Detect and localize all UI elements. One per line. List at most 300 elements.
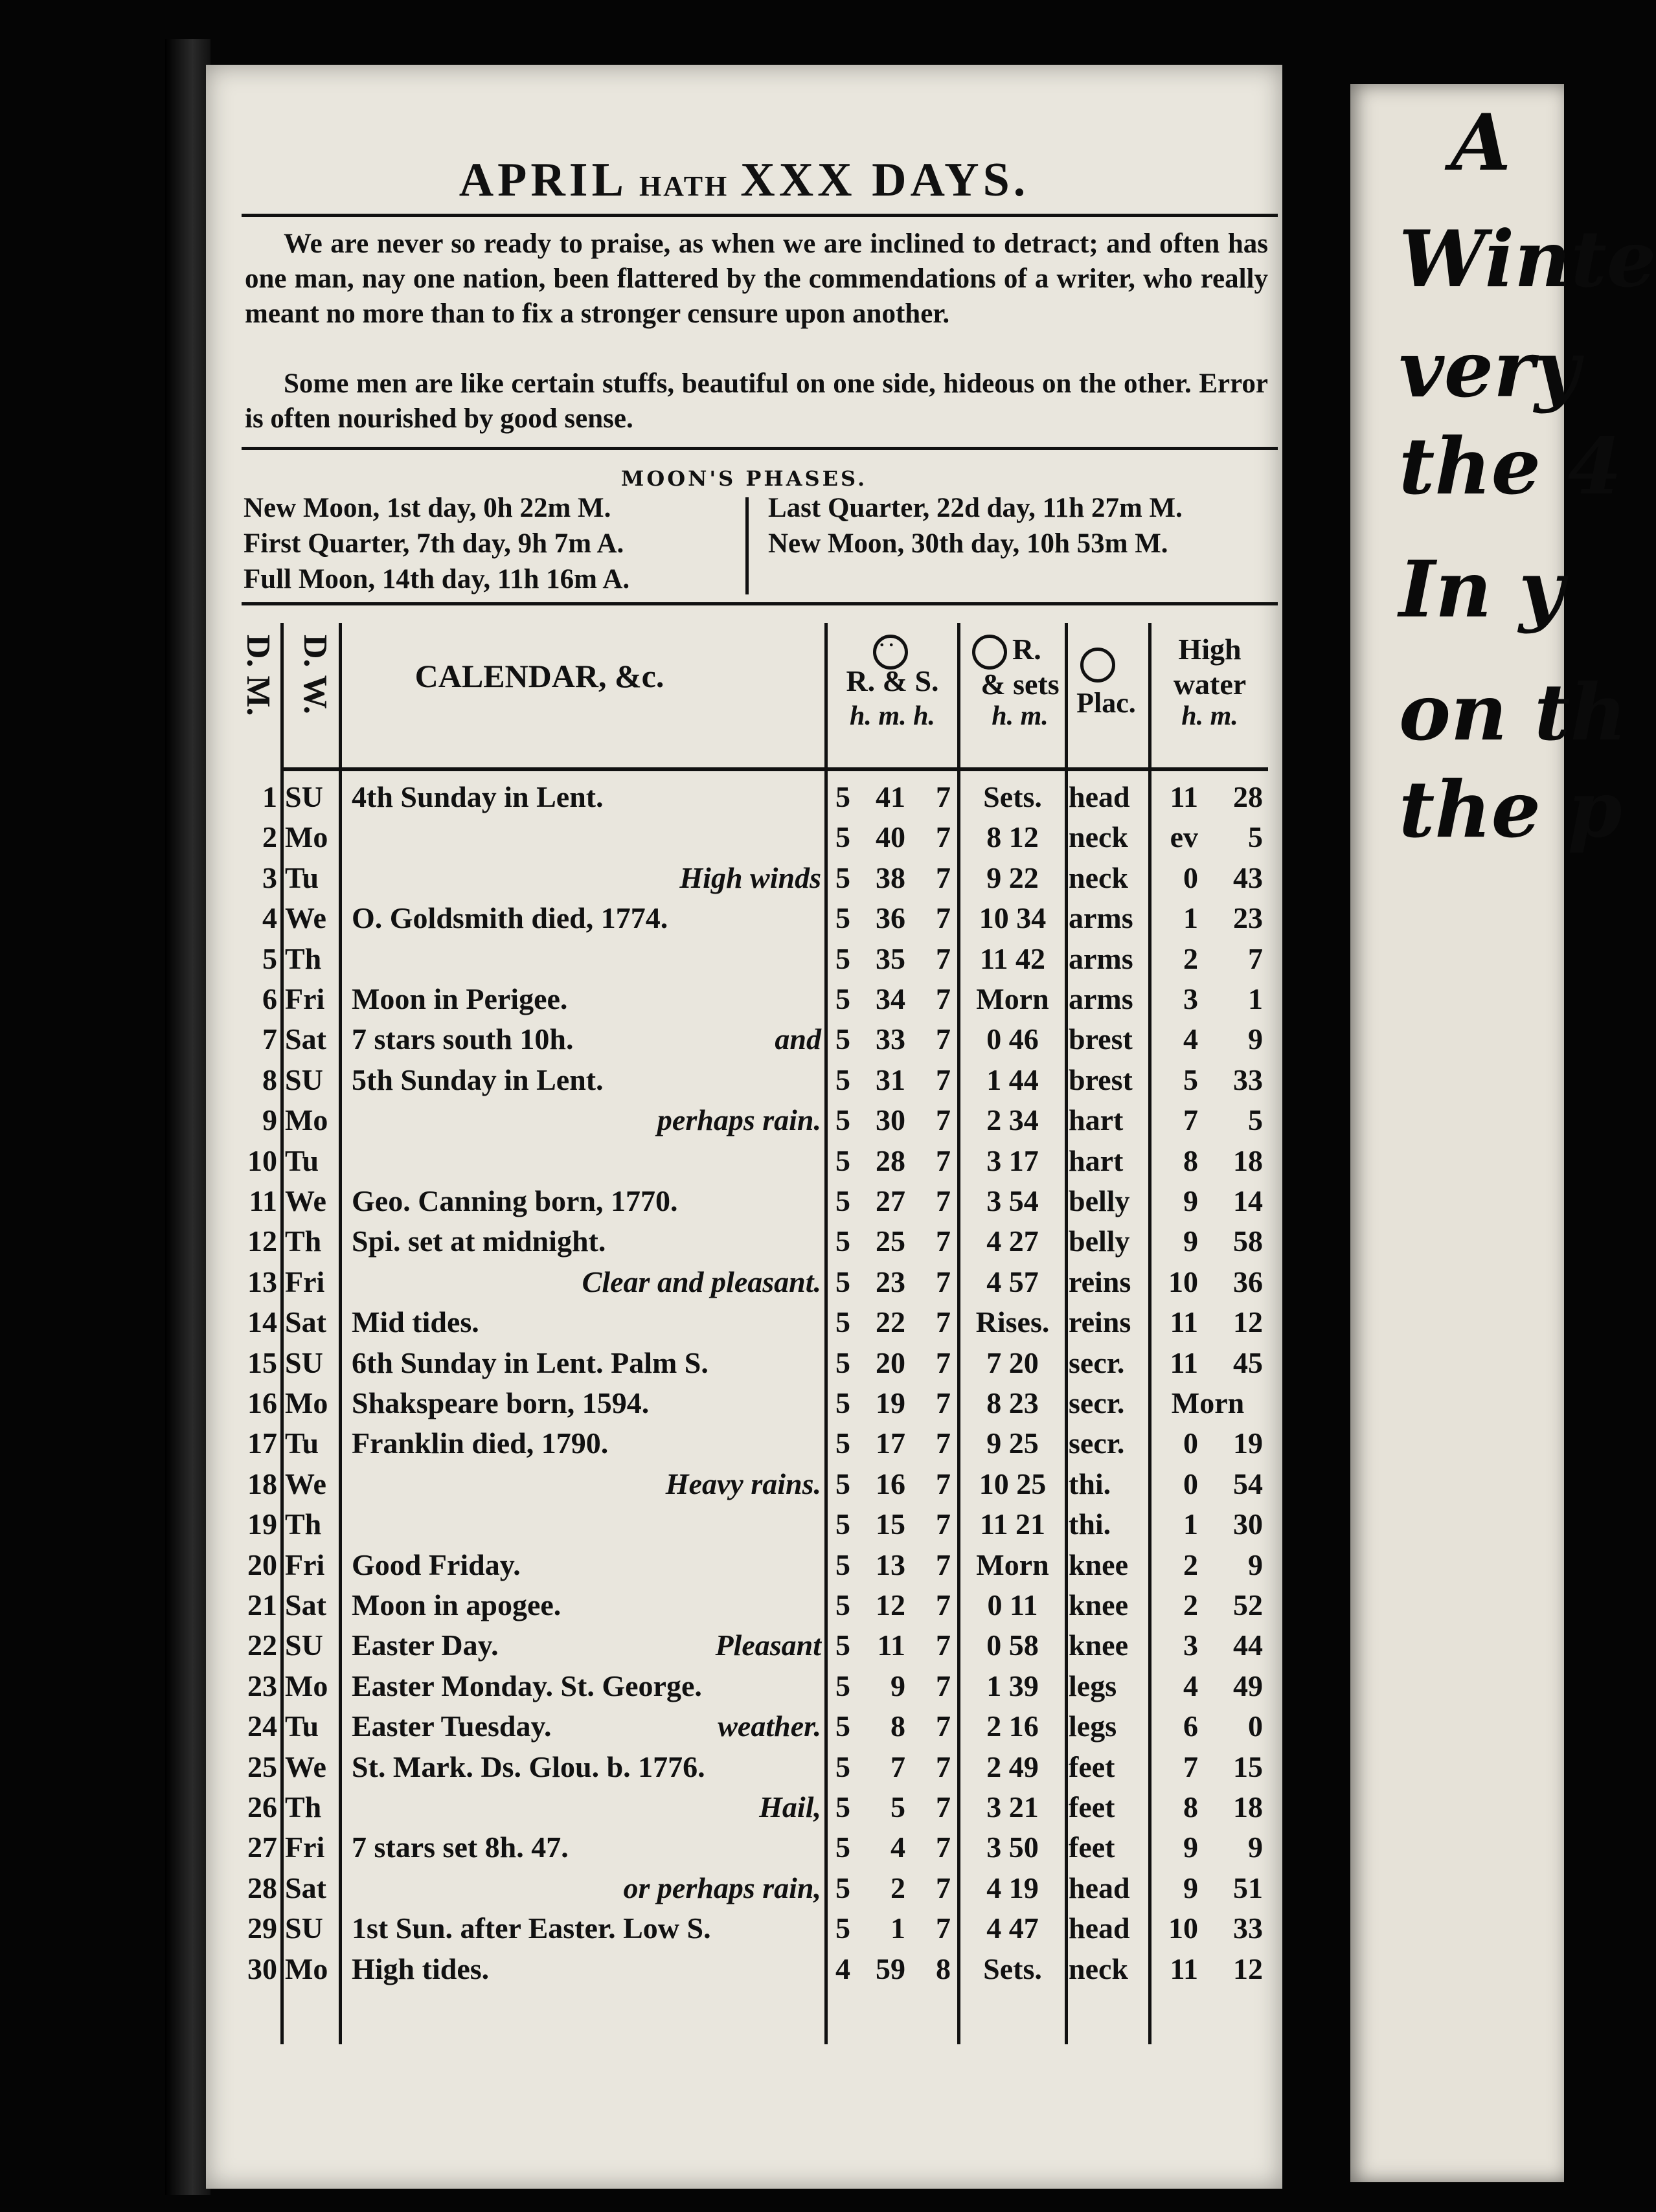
high-water-m: 14	[1233, 1184, 1263, 1217]
sun-rise-m: 36	[876, 901, 905, 935]
sun-rise-m: 13	[876, 1548, 905, 1581]
header-rule	[280, 767, 1268, 771]
sun-set-h: 7	[936, 1022, 951, 1056]
high-water-h: 11	[1170, 1346, 1198, 1379]
weather-note: High winds	[679, 861, 821, 894]
high-water-m: 19	[1233, 1427, 1263, 1460]
day-of-week: Tu	[285, 1144, 319, 1177]
day-of-week: SU	[285, 780, 323, 813]
handwriting-line: the 4	[1399, 421, 1622, 512]
header-moon-units: h. m.	[992, 701, 1049, 731]
weather-note: Clear and pleasant.	[582, 1265, 821, 1298]
moon-rise-set: 2 49	[986, 1750, 1039, 1783]
day-of-month: 1	[262, 780, 277, 813]
sun-set-h: 7	[936, 1184, 951, 1217]
moon-place: neck	[1069, 1952, 1128, 1985]
moon-place: knee	[1069, 1588, 1128, 1621]
high-water-h: 1	[1183, 901, 1198, 935]
title-month: APRIL	[459, 153, 628, 207]
moon-rise-set: 11 21	[980, 1507, 1045, 1541]
high-water-h: 2	[1183, 1588, 1198, 1621]
sun-rise-m: 33	[876, 1022, 905, 1056]
section-rule	[242, 447, 1278, 450]
sun-rise-h: 5	[835, 982, 850, 1015]
moon-rise-set: 9 25	[986, 1427, 1039, 1460]
handwriting-line: very	[1399, 324, 1580, 415]
day-of-month: 12	[247, 1224, 277, 1258]
sun-rise-m: 4	[890, 1831, 905, 1864]
sun-set-h: 7	[936, 1427, 951, 1460]
moon-rise-set: Morn	[976, 1548, 1049, 1581]
calendar-note: Easter Day.	[352, 1629, 499, 1662]
high-water-h: Morn	[1171, 1386, 1245, 1419]
moon-phases-heading: MOON'S PHASES.	[620, 466, 868, 491]
sun-set-h: 7	[936, 1386, 951, 1419]
moon-place: legs	[1069, 1710, 1117, 1743]
sun-set-h: 7	[936, 1831, 951, 1864]
sun-rise-h: 5	[835, 1144, 850, 1177]
high-water-h: 8	[1183, 1790, 1198, 1823]
high-water-h: 5	[1183, 1063, 1198, 1096]
moon-rise-set: 3 21	[986, 1790, 1039, 1823]
day-of-month: 5	[262, 942, 277, 975]
sun-rise-h: 5	[835, 1184, 850, 1217]
header-plac: Plac.	[1076, 687, 1136, 719]
day-of-week: Mo	[285, 1669, 328, 1702]
high-water-m: 12	[1233, 1952, 1263, 1985]
sun-rise-h: 5	[835, 1750, 850, 1783]
sun-set-h: 7	[936, 1710, 951, 1743]
moon-rise-set: 1 44	[986, 1063, 1039, 1096]
high-water-h: 8	[1183, 1144, 1198, 1177]
moon-place: feet	[1069, 1831, 1115, 1864]
moon-rise-set: 0 46	[986, 1022, 1039, 1056]
header-sun-rs: R. & S.	[846, 664, 939, 697]
high-water-m: 28	[1233, 780, 1263, 813]
handwriting-line: In y	[1399, 544, 1564, 635]
sun-set-h: 7	[936, 1346, 951, 1379]
header-moon-r: R.	[1012, 633, 1041, 666]
moon-place: legs	[1069, 1669, 1117, 1702]
weather-note: perhaps rain.	[657, 1103, 821, 1137]
high-water-m: 18	[1233, 1144, 1263, 1177]
day-of-week: SU	[285, 1063, 323, 1096]
sun-set-h: 7	[936, 1629, 951, 1662]
col-rule-dm	[280, 623, 284, 2044]
calendar-note: High tides.	[352, 1952, 490, 1985]
high-water-m: 5	[1248, 820, 1263, 854]
handwriting-line: Winte	[1399, 214, 1656, 305]
sun-rise-m: 17	[876, 1427, 905, 1460]
sun-rise-h: 5	[835, 861, 850, 894]
day-of-week: Fri	[285, 982, 325, 1015]
sun-set-h: 7	[936, 1750, 951, 1783]
moon-rise-set: 0 11	[987, 1588, 1038, 1621]
sun-rise-h: 5	[835, 1710, 850, 1743]
sun-set-h: 7	[936, 1912, 951, 1945]
sun-rise-m: 7	[890, 1750, 905, 1783]
day-of-week: Sat	[285, 1305, 326, 1339]
day-of-month: 28	[247, 1871, 277, 1904]
day-of-week: Fri	[285, 1831, 325, 1864]
moon-place: secr.	[1069, 1427, 1125, 1460]
high-water-h: 9	[1183, 1871, 1198, 1904]
page-title	[206, 153, 1282, 208]
sun-set-h: 7	[936, 861, 951, 894]
sun-set-h: 7	[936, 1103, 951, 1137]
sun-rise-m: 31	[876, 1063, 905, 1096]
day-of-month: 17	[247, 1427, 277, 1460]
sun-rise-h: 5	[835, 1831, 850, 1864]
high-water-h: 2	[1183, 942, 1198, 975]
sun-rise-m: 16	[876, 1467, 905, 1500]
moon-rise-set: 10 34	[979, 901, 1047, 935]
sun-rise-m: 12	[876, 1588, 905, 1621]
day-of-week: We	[285, 1184, 326, 1217]
day-of-week: Sat	[285, 1588, 326, 1621]
day-of-week: Th	[285, 1224, 322, 1258]
moon-place: neck	[1069, 861, 1128, 894]
day-of-week: SU	[285, 1346, 323, 1379]
title-rule	[242, 214, 1278, 217]
high-water-h: 4	[1183, 1669, 1198, 1702]
sun-rise-h: 5	[835, 1871, 850, 1904]
day-of-week: Mo	[285, 1386, 328, 1419]
header-day-month: D. M.	[240, 635, 277, 716]
moon-rise-set: Sets.	[983, 1952, 1042, 1985]
calendar-note: Geo. Canning born, 1770.	[352, 1184, 678, 1217]
day-of-month: 27	[247, 1831, 277, 1864]
sun-set-h: 7	[936, 1871, 951, 1904]
high-water-h: 9	[1183, 1224, 1198, 1258]
high-water-m: 1	[1248, 982, 1263, 1015]
moon-place: secr.	[1069, 1346, 1125, 1379]
moon-place: hart	[1069, 1144, 1124, 1177]
sun-rise-m: 11	[877, 1629, 905, 1662]
weather-note: Heavy rains.	[665, 1467, 821, 1500]
moon-rise-set: 0 58	[986, 1629, 1039, 1662]
header-hw-units: h. m.	[1181, 701, 1238, 731]
sun-rise-h: 5	[835, 1305, 850, 1339]
day-of-month: 6	[262, 982, 277, 1015]
calendar-note: 6th Sunday in Lent. Palm S.	[352, 1346, 709, 1379]
day-of-week: SU	[285, 1629, 323, 1662]
sun-rise-h: 5	[835, 1265, 850, 1298]
high-water-h: 9	[1183, 1831, 1198, 1864]
calendar-note: Franklin died, 1790.	[352, 1427, 609, 1460]
sun-rise-h: 5	[835, 1669, 850, 1702]
sun-set-h: 7	[936, 982, 951, 1015]
high-water-h: 10	[1168, 1265, 1198, 1298]
high-water-m: 9	[1248, 1548, 1263, 1581]
sun-rise-m: 5	[890, 1790, 905, 1823]
calendar-note: Moon in Perigee.	[352, 982, 568, 1015]
sun-set-h: 7	[936, 1669, 951, 1702]
high-water-m: 51	[1233, 1871, 1263, 1904]
sun-set-h: 7	[936, 901, 951, 935]
col-rule-cal	[824, 623, 828, 2044]
header-high: High	[1178, 633, 1242, 666]
day-of-week: Sat	[285, 1871, 326, 1904]
sun-rise-m: 15	[876, 1507, 905, 1541]
high-water-m: 58	[1233, 1224, 1263, 1258]
moon-place: knee	[1069, 1629, 1128, 1662]
day-of-month: 2	[262, 820, 277, 854]
moon-place: brest	[1069, 1022, 1133, 1056]
phase-left-2: First Quarter, 7th day, 9h 7m A.	[244, 528, 624, 559]
sun-rise-h: 5	[835, 942, 850, 975]
day-of-week: Mo	[285, 1952, 328, 1985]
moon-rise-set: 7 20	[986, 1346, 1039, 1379]
sun-rise-m: 28	[876, 1144, 905, 1177]
sun-rise-h: 5	[835, 1629, 850, 1662]
high-water-h: 0	[1183, 861, 1198, 894]
calendar-note: 1st Sun. after Easter. Low S.	[352, 1912, 711, 1945]
day-of-week: Mo	[285, 820, 328, 854]
almanac-page	[206, 65, 1282, 2189]
day-of-week: Tu	[285, 1427, 319, 1460]
day-of-month: 3	[262, 861, 277, 894]
day-of-month: 21	[247, 1588, 277, 1621]
day-of-week: Fri	[285, 1265, 325, 1298]
sun-rise-h: 5	[835, 1548, 850, 1581]
day-of-week: Th	[285, 1507, 322, 1541]
day-of-month: 13	[247, 1265, 277, 1298]
day-of-month: 7	[262, 1022, 277, 1056]
high-water-m: 33	[1233, 1912, 1263, 1945]
sun-rise-h: 5	[835, 1588, 850, 1621]
high-water-m: 33	[1233, 1063, 1263, 1096]
day-of-week: Tu	[285, 1710, 319, 1743]
high-water-h: 0	[1183, 1427, 1198, 1460]
sun-set-h: 7	[936, 1265, 951, 1298]
sun-rise-m: 25	[876, 1224, 905, 1258]
high-water-m: 12	[1233, 1305, 1263, 1339]
moon-place: feet	[1069, 1790, 1115, 1823]
day-of-month: 20	[247, 1548, 277, 1581]
day-of-month: 30	[247, 1952, 277, 1985]
moon-place: secr.	[1069, 1386, 1125, 1419]
high-water-h: 7	[1183, 1103, 1198, 1137]
handwriting-line: the p	[1399, 764, 1622, 855]
header-water: water	[1173, 668, 1247, 701]
sun-rise-m: 35	[876, 942, 905, 975]
sun-rise-h: 5	[835, 1063, 850, 1096]
day-of-week: Fri	[285, 1548, 325, 1581]
day-of-week: We	[285, 1750, 326, 1783]
weather-note: Pleasant	[715, 1629, 821, 1662]
sun-rise-m: 9	[890, 1669, 905, 1702]
paragraph-1: We are never so ready to praise, as when we are inclined to detract; and often has one man, nay one nation, been flattered by the commendations of a writer, who really meant no more than to fix a stronger censure upon another.	[245, 229, 1268, 329]
sun-rise-h: 4	[835, 1952, 850, 1985]
sun-set-h: 7	[936, 942, 951, 975]
paragraph-2: Some men are like certain stuffs, beautiful on one side, hideous on the other. Error is often nourished by good sense.	[245, 368, 1268, 434]
moon-place: feet	[1069, 1750, 1115, 1783]
handwriting-line: A	[1451, 97, 1512, 188]
day-of-month: 24	[247, 1710, 277, 1743]
high-water-h: 1	[1183, 1507, 1198, 1541]
phases-rule	[242, 602, 1278, 605]
moon-place: reins	[1069, 1265, 1131, 1298]
day-of-month: 10	[247, 1144, 277, 1177]
moon-rise-set: 3 17	[986, 1144, 1039, 1177]
weather-note: and	[775, 1022, 821, 1056]
moon-rise-set: 2 16	[986, 1710, 1039, 1743]
sun-set-h: 7	[936, 1144, 951, 1177]
title-hath: HATH	[639, 170, 729, 202]
sun-set-h: 7	[936, 1224, 951, 1258]
day-of-month: 18	[247, 1467, 277, 1500]
sun-rise-h: 5	[835, 1427, 850, 1460]
moon-place: arms	[1069, 942, 1133, 975]
sun-rise-m: 34	[876, 982, 905, 1015]
sun-set-h: 7	[936, 820, 951, 854]
high-water-m: 44	[1233, 1629, 1263, 1662]
high-water-h: 4	[1183, 1022, 1198, 1056]
moon-rise-set: 4 27	[986, 1224, 1039, 1258]
sun-rise-m: 40	[876, 820, 905, 854]
calendar-note: 7 stars south 10h.	[352, 1022, 574, 1056]
header-calendar: CALENDAR, &c.	[414, 658, 664, 694]
moon-place: belly	[1069, 1184, 1130, 1217]
day-of-month: 8	[262, 1063, 277, 1096]
title-days: XXX DAYS.	[740, 153, 1030, 207]
day-of-month: 26	[247, 1790, 277, 1823]
sun-rise-m: 59	[876, 1952, 905, 1985]
high-water-m: 45	[1233, 1346, 1263, 1379]
high-water-m: 7	[1248, 942, 1263, 975]
day-of-month: 23	[247, 1669, 277, 1702]
moon-rise-set: Morn	[976, 982, 1049, 1015]
sun-rise-m: 19	[876, 1386, 905, 1419]
sun-rise-m: 23	[876, 1265, 905, 1298]
moon-place: neck	[1069, 820, 1128, 854]
day-of-month: 25	[247, 1750, 277, 1783]
moon-place: brest	[1069, 1063, 1133, 1096]
calendar-note: Mid tides.	[352, 1305, 479, 1339]
day-of-month: 19	[247, 1507, 277, 1541]
high-water-h: 10	[1168, 1912, 1198, 1945]
moon-rise-set: 11 42	[980, 942, 1045, 975]
day-of-month: 15	[247, 1346, 277, 1379]
moon-place: arms	[1069, 982, 1133, 1015]
high-water-h: 3	[1183, 982, 1198, 1015]
phase-right-2: New Moon, 30th day, 10h 53m M.	[768, 528, 1168, 559]
moon-place: head	[1069, 780, 1130, 813]
moon-place: knee	[1069, 1548, 1128, 1581]
day-of-week: We	[285, 901, 326, 935]
high-water-m: 49	[1233, 1669, 1263, 1702]
sun-set-h: 7	[936, 1305, 951, 1339]
sun-rise-h: 5	[835, 901, 850, 935]
calendar-note: O. Goldsmith died, 1774.	[352, 901, 668, 935]
moon-rise-set: Rises.	[975, 1305, 1050, 1339]
moon-rise-set: 4 57	[986, 1265, 1039, 1298]
weather-note: Hail,	[759, 1790, 821, 1823]
high-water-m: 54	[1233, 1467, 1263, 1500]
high-water-m: 43	[1233, 861, 1263, 894]
sun-rise-m: 2	[890, 1871, 905, 1904]
high-water-h: 6	[1183, 1710, 1198, 1743]
day-of-week: Sat	[285, 1022, 326, 1056]
high-water-m: 9	[1248, 1022, 1263, 1056]
sun-set-h: 7	[936, 1790, 951, 1823]
high-water-h: 9	[1183, 1184, 1198, 1217]
header-moon-sets: & sets	[981, 668, 1060, 701]
day-of-month: 14	[247, 1305, 277, 1339]
day-of-week: Tu	[285, 861, 319, 894]
day-of-month: 16	[247, 1386, 277, 1419]
moon-rise-set: 10 25	[979, 1467, 1047, 1500]
sun-rise-m: 1	[890, 1912, 905, 1945]
sun-rise-h: 5	[835, 1507, 850, 1541]
calendar-note: Shakspeare born, 1594.	[352, 1386, 650, 1419]
high-water-m: 9	[1248, 1831, 1263, 1864]
high-water-m: 30	[1233, 1507, 1263, 1541]
sun-rise-h: 5	[835, 1386, 850, 1419]
phase-left-1: New Moon, 1st day, 0h 22m M.	[244, 493, 611, 523]
moon-rise-set: 9 22	[986, 861, 1039, 894]
day-of-week: Th	[285, 942, 322, 975]
high-water-m: 23	[1233, 901, 1263, 935]
sun-set-h: 7	[936, 1588, 951, 1621]
sun-rise-h: 5	[835, 1103, 850, 1137]
moon-rise-set: 3 54	[986, 1184, 1039, 1217]
sun-set-h: 7	[936, 1467, 951, 1500]
sun-rise-h: 5	[835, 1224, 850, 1258]
header-sun-units: h. m. h.	[850, 701, 935, 731]
header-day-week: D. W.	[297, 635, 334, 714]
high-water-m: 18	[1233, 1790, 1263, 1823]
sun-rise-h: 5	[835, 1467, 850, 1500]
calendar-note: Easter Monday. St. George.	[352, 1669, 702, 1702]
calendar-note: 5th Sunday in Lent.	[352, 1063, 604, 1096]
moon-rise-set: 4 19	[986, 1871, 1039, 1904]
moon-rise-set: 3 50	[986, 1831, 1039, 1864]
moon-place: thi.	[1069, 1507, 1111, 1541]
day-of-month: 29	[247, 1912, 277, 1945]
calendar-note: Spi. set at midnight.	[352, 1224, 606, 1258]
day-of-week: We	[285, 1467, 326, 1500]
sun-rise-m: 27	[876, 1184, 905, 1217]
sun-rise-m: 41	[876, 780, 905, 813]
weather-note: weather.	[718, 1710, 821, 1743]
high-water-h: 11	[1170, 780, 1198, 813]
day-of-week: Mo	[285, 1103, 328, 1137]
high-water-h: 0	[1183, 1467, 1198, 1500]
high-water-m: 0	[1248, 1710, 1263, 1743]
moon-place: head	[1069, 1912, 1130, 1945]
sun-set-h: 7	[936, 1548, 951, 1581]
phase-left-3: Full Moon, 14th day, 11h 16m A.	[244, 564, 630, 594]
col-rule-plac	[1148, 623, 1151, 2044]
day-of-week: SU	[285, 1912, 323, 1945]
sun-rise-h: 5	[835, 1346, 850, 1379]
day-of-month: 4	[262, 901, 277, 935]
moon-place: reins	[1069, 1305, 1131, 1339]
moon-rise-set: Sets.	[983, 780, 1042, 813]
moon-place: arms	[1069, 901, 1133, 935]
high-water-h: ev	[1170, 820, 1198, 854]
moon-rise-set: 2 34	[986, 1103, 1039, 1137]
moon-circle-icon	[972, 635, 1007, 670]
sun-set-h: 7	[936, 780, 951, 813]
day-of-month: 22	[247, 1629, 277, 1662]
high-water-h: 11	[1170, 1305, 1198, 1339]
high-water-h: 3	[1183, 1629, 1198, 1662]
high-water-m: 15	[1233, 1750, 1263, 1783]
sun-set-h: 8	[936, 1952, 951, 1985]
